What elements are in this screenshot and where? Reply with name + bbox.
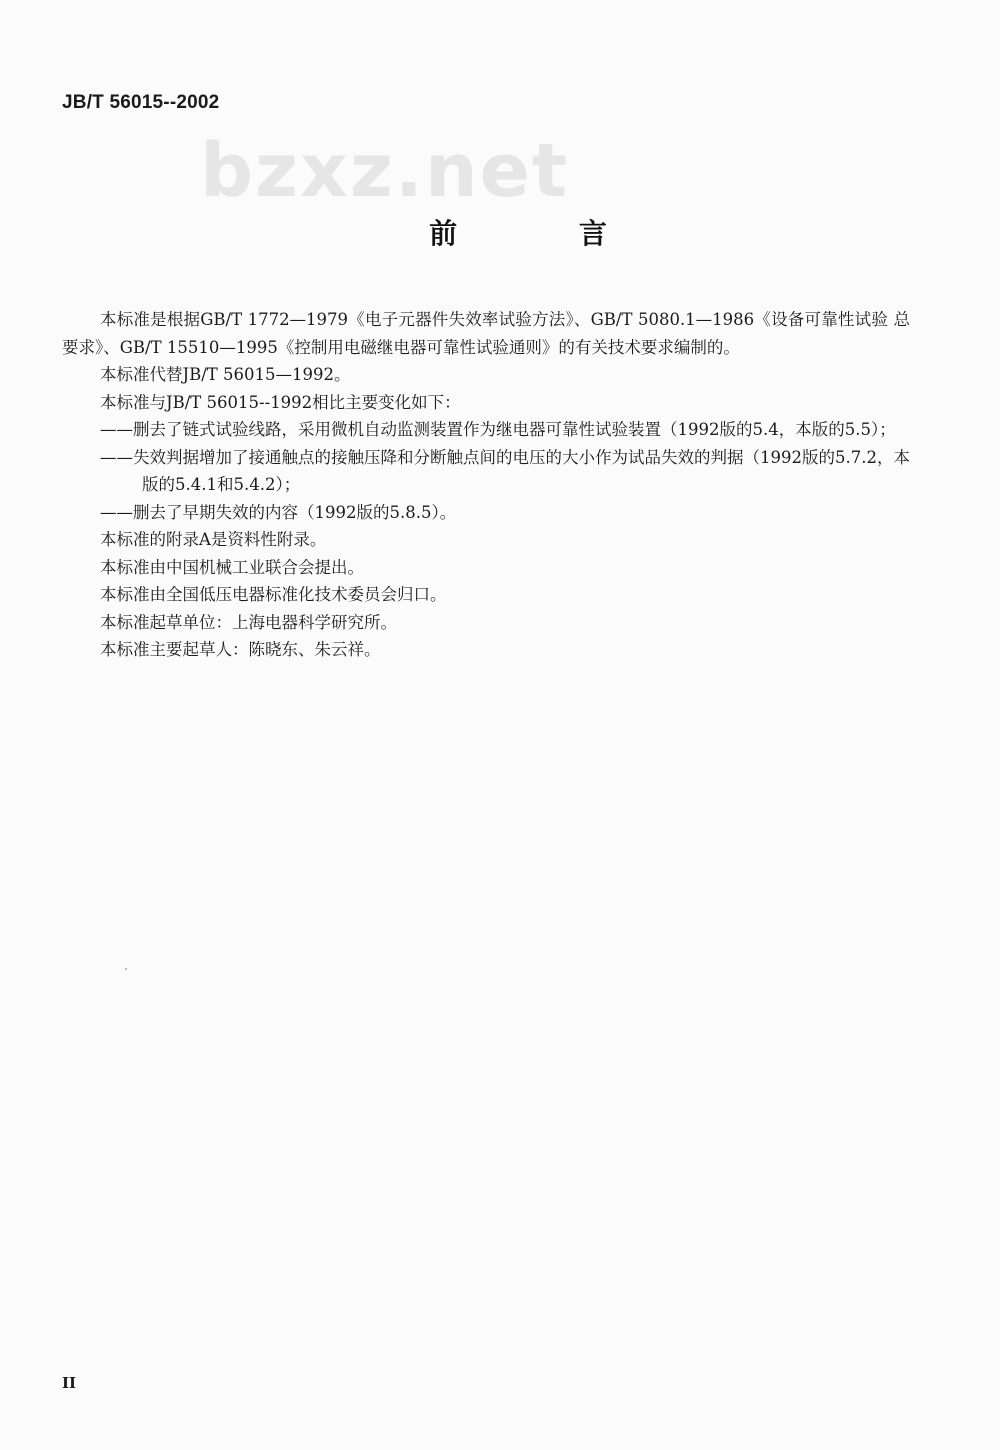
change-item: ——失效判据增加了接通触点的接触压降和分断触点间的电压的大小作为试品失效的判据（1992版的5.7.2，本版的5.4.1和5.4.2）； — [100, 447, 910, 494]
paragraph-replaces: 本标准代替JB/T 56015—1992。 — [100, 365, 351, 384]
document-code: JB/T 56015--2002 — [62, 92, 220, 113]
section-title: 前 言 — [429, 217, 663, 250]
paragraph-changes-intro: 本标准与JB/T 56015--1992相比主要变化如下： — [100, 392, 461, 412]
change-item: ——删去了链式试验线路，采用微机自动监测装置作为继电器可靠性试验装置（1992版的5.4，本版的5.5）； — [100, 420, 896, 439]
change-item: ——删去了早期失效的内容（1992版的5.8.5）。 — [100, 502, 457, 522]
paragraph-appendix: 本标准的附录A是资料性附录。 — [100, 530, 327, 549]
paragraph-proposer: 本标准由中国机械工业联合会提出。 — [100, 557, 364, 577]
foreword-body — [62, 306, 910, 664]
paragraph-committee: 本标准由全国低压电器标准化技术委员会归口。 — [100, 585, 447, 604]
paragraph-drafting-unit: 本标准起草单位：上海电器科学研究所。 — [100, 612, 397, 632]
paragraph-basis: 本标准是根据GB/T 1772—1979《电子元器件失效率试验方法》、GB/T 5080.1—1986《设备可靠性试验 总要求》、GB/T 15510—1995《控制用电磁继电器可靠性试验通则》的有关技术要求编制的。 — [62, 310, 910, 357]
paragraph-drafters: 本标准主要起草人：陈晓东、朱云祥。 — [100, 640, 381, 659]
page-number: II — [62, 1374, 77, 1392]
scan-speck — [125, 968, 127, 970]
watermark: bzxz.net — [200, 128, 570, 214]
